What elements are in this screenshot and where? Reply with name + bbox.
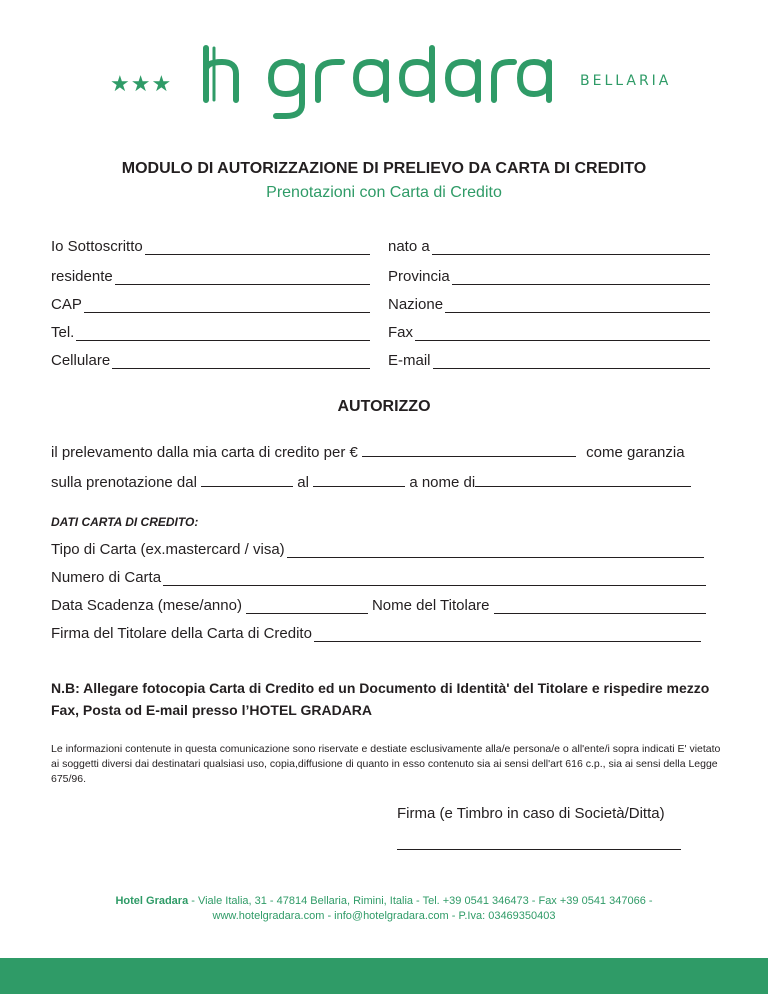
fax-line[interactable] bbox=[415, 326, 710, 341]
bottom-bar bbox=[0, 958, 768, 994]
nome-di-label: a nome di bbox=[409, 474, 476, 491]
date-to-line[interactable] bbox=[313, 472, 405, 487]
nazione-label: Nazione bbox=[388, 296, 444, 313]
scadenza-label: Data Scadenza (mese/anno) bbox=[51, 597, 242, 614]
nato-a-line[interactable] bbox=[432, 240, 710, 255]
nato-a-label: nato a bbox=[388, 238, 430, 255]
fax-label: Fax bbox=[388, 324, 414, 341]
email-line[interactable] bbox=[433, 354, 710, 369]
prenotazione-row bbox=[51, 472, 691, 491]
form-subtitle: Prenotazioni con Carta di Credito bbox=[266, 184, 502, 201]
al-label: al bbox=[297, 474, 309, 491]
nome-line[interactable] bbox=[475, 472, 691, 487]
cap-line[interactable] bbox=[84, 298, 370, 313]
autorizzo-heading: AUTORIZZO bbox=[337, 398, 431, 415]
hotel-location: BELLARIA bbox=[580, 73, 672, 89]
titolare-label: Nome del Titolare bbox=[371, 597, 490, 614]
email-field[interactable] bbox=[388, 352, 710, 369]
signature-label: Firma (e Timbro in caso di Società/Ditta) bbox=[397, 805, 665, 822]
numero-carta-field[interactable] bbox=[51, 569, 706, 586]
card-data-heading: DATI CARTA DI CREDITO: bbox=[51, 515, 199, 529]
hotel-logo bbox=[196, 40, 560, 120]
footer-hotel-name: Hotel Gradara bbox=[115, 895, 189, 907]
prenotazione-dal-label: sulla prenotazione dal bbox=[51, 474, 197, 491]
provincia-field[interactable] bbox=[388, 268, 710, 285]
amount-line[interactable] bbox=[362, 442, 576, 457]
cellulare-line[interactable] bbox=[112, 354, 370, 369]
residente-line[interactable] bbox=[115, 270, 370, 285]
provincia-line[interactable] bbox=[452, 270, 710, 285]
tipo-carta-line[interactable] bbox=[287, 543, 704, 558]
form-title: MODULO DI AUTORIZZAZIONE DI PRELIEVO DA CARTA DI CREDITO bbox=[121, 160, 647, 177]
tel-line[interactable] bbox=[76, 326, 370, 341]
garanzia-label: come garanzia bbox=[586, 444, 685, 461]
numero-carta-line[interactable] bbox=[163, 571, 706, 586]
scadenza-line[interactable] bbox=[246, 599, 368, 614]
residente-field[interactable] bbox=[51, 268, 370, 285]
footer bbox=[0, 894, 768, 924]
sottoscritto-field[interactable] bbox=[51, 238, 370, 255]
firma-titolare-line[interactable] bbox=[314, 627, 701, 642]
cellulare-label: Cellulare bbox=[51, 352, 111, 369]
nato-a-field[interactable] bbox=[388, 238, 710, 255]
email-label: E-mail bbox=[388, 352, 431, 369]
nb-note: N.B: Allegare fotocopia Carta di Credito ed un Documento di Identità' del Titolare e rispedire mezzo Fax, Posta od E-mail presso l’HOTEL GRADARA bbox=[51, 680, 710, 718]
privacy-notice: Le informazioni contenute in questa comunicazione sono riservate e destiate esclusivamente alla/e persona/e o all'ente/i sopra indicati E' vietato ai soggetti diversi dai destinatari qualsiasi uso, copia,diffusione di quanto in esso contenuto sia ai sensi dell'art 616 c.p., sia ai sensi della Legge 675/96. bbox=[51, 743, 721, 785]
tel-field[interactable] bbox=[51, 324, 370, 341]
footer-address: - Viale Italia, 31 - 47814 Bellaria, Rimini, Italia - Tel. +39 0541 346473 - Fax +39 0541 347066 - bbox=[188, 895, 653, 907]
firma-titolare-field[interactable] bbox=[51, 625, 701, 642]
nazione-field[interactable] bbox=[388, 296, 710, 313]
tipo-carta-label: Tipo di Carta (ex.mastercard / visa) bbox=[51, 541, 285, 558]
rating-stars: ★★★ bbox=[110, 72, 173, 97]
titolare-line[interactable] bbox=[494, 599, 706, 614]
date-from-line[interactable] bbox=[201, 472, 293, 487]
nazione-line[interactable] bbox=[445, 298, 710, 313]
cellulare-field[interactable] bbox=[51, 352, 370, 369]
sottoscritto-line[interactable] bbox=[145, 240, 370, 255]
prelievo-label: il prelevamento dalla mia carta di credito per € bbox=[51, 444, 358, 461]
footer-line-2: www.hotelgradara.com - info@hotelgradara.com - P.Iva: 03469350403 bbox=[212, 910, 556, 922]
prelievo-row bbox=[51, 442, 685, 461]
footer-line-1 bbox=[0, 894, 768, 909]
provincia-label: Provincia bbox=[388, 268, 450, 285]
cap-label: CAP bbox=[51, 296, 82, 313]
fax-field[interactable] bbox=[388, 324, 710, 341]
scadenza-titolare-row bbox=[51, 597, 706, 614]
sottoscritto-label: Io Sottoscritto bbox=[51, 238, 143, 255]
residente-label: residente bbox=[51, 268, 113, 285]
firma-titolare-label: Firma del Titolare della Carta di Credito bbox=[51, 625, 312, 642]
tipo-carta-field[interactable] bbox=[51, 541, 704, 558]
tel-label: Tel. bbox=[51, 324, 75, 341]
numero-carta-label: Numero di Carta bbox=[51, 569, 162, 586]
cap-field[interactable] bbox=[51, 296, 370, 313]
signature-line[interactable] bbox=[397, 835, 681, 850]
